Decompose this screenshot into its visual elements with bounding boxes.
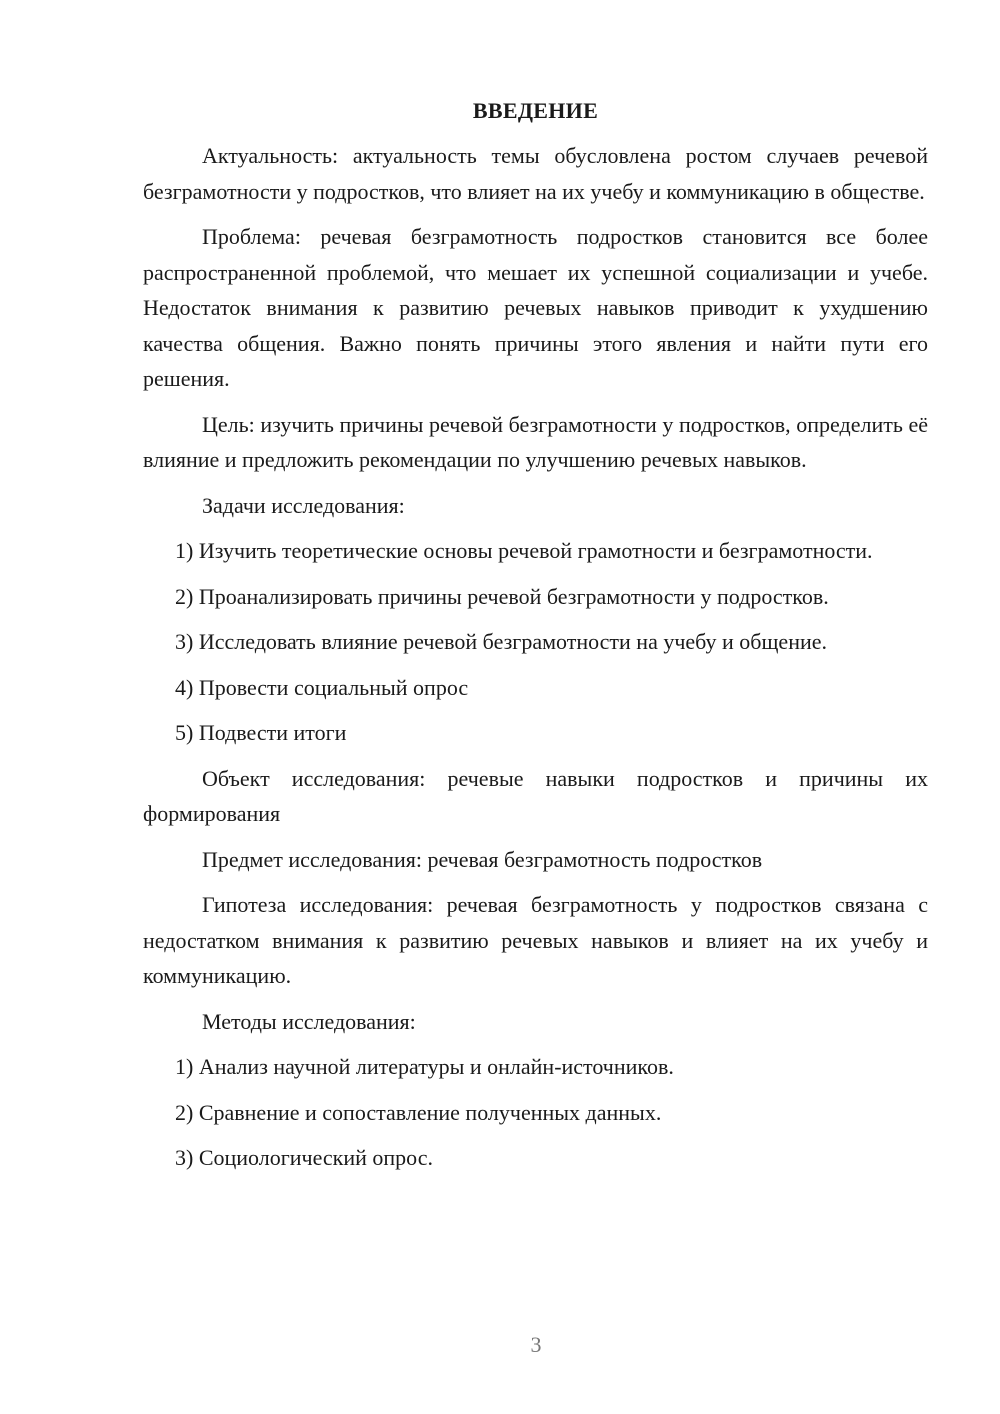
- hypothesis-paragraph: Гипотеза исследования: речевая безграмотность у подростков связана с недостатком внимания к развитию речевых навыков и влияет на их учебу и коммуникацию.: [143, 892, 928, 988]
- task-item-5: 5) Подвести итоги: [175, 720, 347, 745]
- method-item-1: 1) Анализ научной литературы и онлайн-источников.: [175, 1054, 674, 1079]
- task-item-2: 2) Проанализировать причины речевой безграмотности у подростков.: [175, 583, 829, 609]
- task-item-3: 3) Исследовать влияние речевой безграмотности на учебу и общение.: [175, 629, 828, 654]
- relevance-paragraph: Актуальность: актуальность темы обусловлена ростом случаев речевой безграмотности у подростков, что влияет на их учебу и коммуникацию в обществе.: [143, 143, 928, 204]
- problem-paragraph: Проблема: речевая безграмотность подростков становится все более распространенной проблемой, что мешает их успешной социализации и учебе. Недостаток внимания к развитию речевых навыков приводит к ухудшению качества общения. Важно понять причины этого явления и найти пути его решения.: [143, 224, 928, 391]
- task-item-1: 1) Изучить теоретические основы речевой грамотности и безграмотности.: [175, 538, 873, 563]
- section-title: ВВЕДЕНИЕ: [472, 98, 599, 123]
- method-item-2: 2) Сравнение и сопоставление полученных данных.: [175, 1099, 662, 1125]
- tasks-heading: Задачи исследования:: [202, 492, 405, 518]
- subject-paragraph: Предмет исследования: речевая безграмотность подростков: [202, 846, 763, 872]
- task-item-4: 4) Провести социальный опрос: [175, 674, 469, 700]
- object-paragraph: Объект исследования: речевые навыки подростков и причины их формирования: [143, 765, 928, 826]
- page-number: 3: [530, 1332, 542, 1357]
- methods-heading: Методы исследования:: [202, 1008, 416, 1034]
- goal-paragraph: Цель: изучить причины речевой безграмотности у подростков, определить её влияние и предложить рекомендации по улучшению речевых навыков.: [143, 411, 928, 472]
- method-item-3: 3) Социологический опрос.: [175, 1145, 433, 1170]
- document-page: [143, 93, 928, 1186]
